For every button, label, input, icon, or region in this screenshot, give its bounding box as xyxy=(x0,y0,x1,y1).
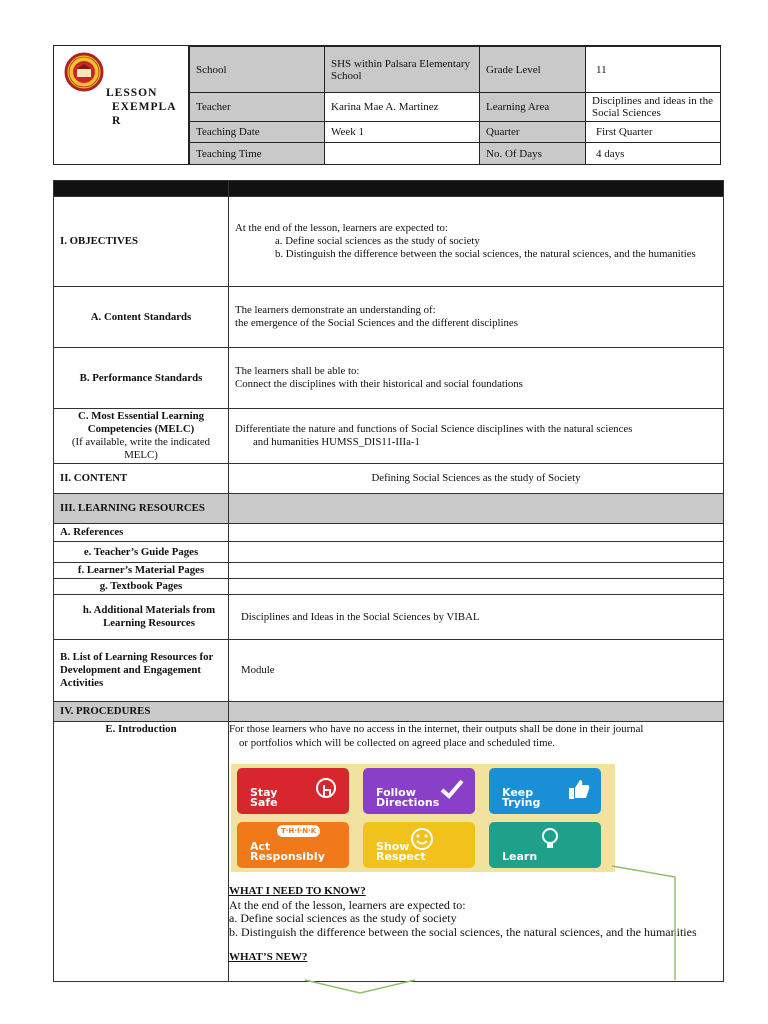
classroom-rules-graphic xyxy=(231,764,615,872)
think-badge: T·H·I·N·K xyxy=(277,825,320,837)
objectives-body xyxy=(229,197,724,287)
tile-label: Respect xyxy=(376,850,426,863)
lightbulb-icon xyxy=(537,826,563,852)
teacher-label: Teacher xyxy=(190,93,325,122)
performance-standards-label: B. Performance Standards xyxy=(54,348,229,409)
resource-list-label: B. List of Learning Resources for Development and Engagement Activities xyxy=(54,640,229,702)
grade-level-label: Grade Level xyxy=(480,47,586,93)
teaching-date-value: Week 1 xyxy=(325,122,480,143)
performance-standards-line: Connect the disciplines with their historical and social foundations xyxy=(235,378,523,390)
resource-list-row xyxy=(54,640,724,702)
melc-label-main: C. Most Essential Learning Competencies (MELC) xyxy=(78,410,204,435)
tile-label: Trying xyxy=(502,796,541,809)
performance-standards-body xyxy=(229,348,724,409)
thumbs-up-icon xyxy=(565,776,591,802)
title-line: R xyxy=(112,115,122,127)
tile-label: Follow xyxy=(376,786,416,799)
know-objective-b: b. Distinguish the difference between the social sciences, the natural sciences, and the humanities xyxy=(229,924,697,939)
teachers-guide-row xyxy=(54,542,724,563)
logo-cell xyxy=(54,46,189,164)
introduction-line: or portfolios which will be collected on agreed place and scheduled time. xyxy=(239,737,555,749)
content-standards-body xyxy=(229,287,724,348)
tile-label: Show xyxy=(376,840,410,853)
days-label: No. Of Days xyxy=(480,143,586,165)
references-row xyxy=(54,524,724,542)
performance-standards-line: The learners shall be able to: xyxy=(235,365,360,377)
school-seal-logo xyxy=(62,52,106,92)
textbook-value xyxy=(229,579,724,595)
teaching-time-label: Teaching Time xyxy=(190,143,325,165)
smiley-icon xyxy=(409,826,435,852)
objective-a: a. Define social sciences as the study of society xyxy=(275,235,480,247)
know-objective-a: a. Define social sciences as the study of society xyxy=(229,911,457,925)
tile-label: Directions xyxy=(376,796,440,809)
content-standards-label: A. Content Standards xyxy=(54,287,229,348)
melc-body xyxy=(229,409,724,464)
know-intro: At the end of the lesson, learners are expected to: xyxy=(229,897,466,912)
content-standards-line: the emergence of the Social Sciences and the different disciplines xyxy=(235,317,518,329)
additional-materials-row xyxy=(54,595,724,640)
tile-learn xyxy=(489,822,601,868)
checkmark-icon xyxy=(439,776,465,802)
tile-follow-directions xyxy=(363,768,475,814)
learning-resources-value xyxy=(229,494,724,524)
title-line: LESSON xyxy=(106,87,158,99)
know-heading: WHAT I NEED TO KNOW? xyxy=(229,885,366,897)
tile-label: Act xyxy=(250,840,271,853)
performance-standards-row xyxy=(54,348,724,409)
procedures-label: IV. PROCEDURES xyxy=(54,702,229,722)
introduction-text xyxy=(229,722,719,750)
learners-material-row xyxy=(54,563,724,579)
content-value: Defining Social Sciences as the study of Society xyxy=(229,464,724,494)
references-label: A. References xyxy=(54,524,229,542)
objectives-label: I. OBJECTIVES xyxy=(54,197,229,287)
tile-label: Stay xyxy=(250,786,278,799)
tile-act-responsibly xyxy=(237,822,349,868)
content-row xyxy=(54,464,724,494)
procedures-row xyxy=(54,702,724,722)
tile-label: Responsibly xyxy=(250,850,325,863)
introduction-row xyxy=(54,722,724,982)
hand-pointer-icon xyxy=(313,776,339,802)
content-standards-line: The learners demonstrate an understanding of: xyxy=(235,304,436,316)
tile-stay-safe xyxy=(237,768,349,814)
lesson-header xyxy=(53,45,721,165)
objective-b: b. Distinguish the difference between the social sciences, the natural sciences, and the humanities xyxy=(275,248,696,260)
school-value: SHS within Palsara Elementary School xyxy=(325,47,480,93)
lesson-exemplar-title xyxy=(106,86,186,128)
tile-keep-trying xyxy=(489,768,601,814)
table-header-bar xyxy=(54,181,724,197)
references-value xyxy=(229,524,724,542)
introduction-label: E. Introduction xyxy=(54,722,229,982)
teacher-value: Karina Mae A. Martinez xyxy=(325,93,480,122)
tile-label: Safe xyxy=(250,796,278,809)
teachers-guide-value xyxy=(229,542,724,563)
tile-show-respect xyxy=(363,822,475,868)
tile-label: Keep xyxy=(502,786,534,799)
tile-label: Learn xyxy=(502,850,538,863)
quarter-label: Quarter xyxy=(480,122,586,143)
textbook-label: g. Textbook Pages xyxy=(54,579,229,595)
introduction-body xyxy=(229,722,724,982)
melc-label-note: (If available, write the indicated MELC) xyxy=(71,436,211,461)
resource-list-value: Module xyxy=(229,640,724,702)
content-label: II. CONTENT xyxy=(54,464,229,494)
header-info-table xyxy=(189,46,721,165)
teaching-time-value xyxy=(325,143,480,165)
learning-resources-label: III. LEARNING RESOURCES xyxy=(54,494,229,524)
melc-row xyxy=(54,409,724,464)
melc-text: Differentiate the nature and functions of Social Science disciplines with the natural sciences xyxy=(235,423,633,435)
melc-label xyxy=(54,409,229,464)
procedures-value xyxy=(229,702,724,722)
school-label: School xyxy=(190,47,325,93)
learners-material-value xyxy=(229,563,724,579)
objectives-intro: At the end of the lesson, learners are expected to: xyxy=(235,222,448,234)
additional-materials-value: Disciplines and Ideas in the Social Sciences by VIBAL xyxy=(229,595,724,640)
textbook-row xyxy=(54,579,724,595)
days-value: 4 days xyxy=(586,143,721,165)
learning-area-value: Disciplines and ideas in the Social Sciences xyxy=(586,93,721,122)
quarter-value: First Quarter xyxy=(586,122,721,143)
content-standards-row xyxy=(54,287,724,348)
melc-text: and humanities HUMSS_DIS11-IIIa-1 xyxy=(253,436,420,448)
what-i-need-to-know-section xyxy=(229,885,719,965)
additional-materials-label: h. Additional Materials from Learning Resources xyxy=(54,595,229,640)
learning-area-label: Learning Area xyxy=(480,93,586,122)
learners-material-label: f. Learner’s Material Pages xyxy=(54,563,229,579)
teachers-guide-label: e. Teacher’s Guide Pages xyxy=(54,542,229,563)
grade-level-value: 11 xyxy=(586,47,721,93)
lesson-plan-table xyxy=(53,180,724,982)
title-line: EXEMPLA xyxy=(112,101,177,113)
objectives-row xyxy=(54,197,724,287)
whats-new-heading: WHAT’S NEW? xyxy=(229,951,308,963)
introduction-line: For those learners who have no access in the internet, their outputs shall be done in their journal xyxy=(229,723,644,735)
teaching-date-label: Teaching Date xyxy=(190,122,325,143)
learning-resources-row xyxy=(54,494,724,524)
